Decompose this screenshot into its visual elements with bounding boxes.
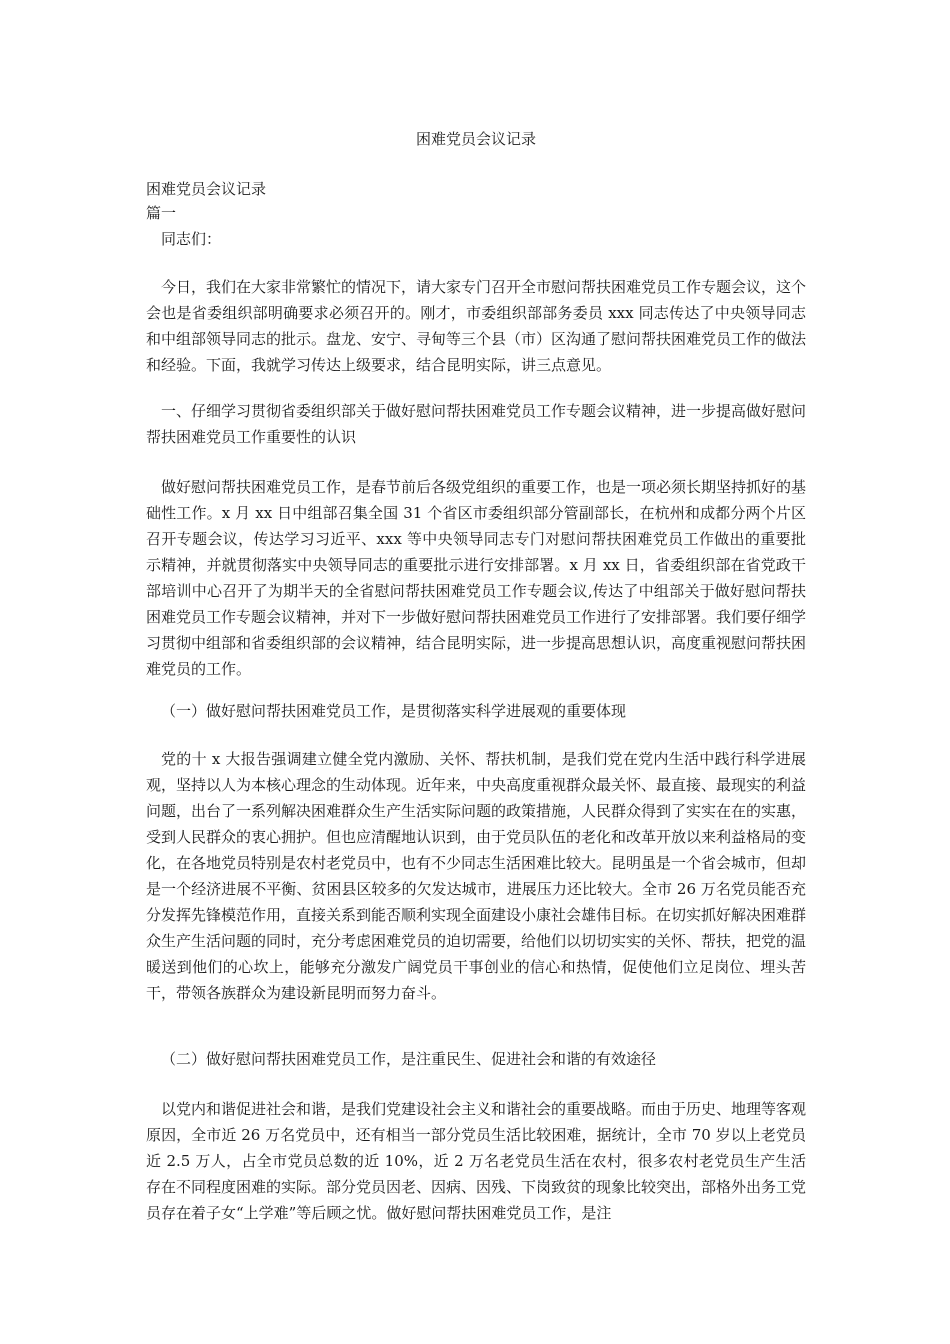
- paragraph-3: 党的十 x 大报告强调建立健全党内激励、关怀、帮扶机制，是我们党在党内生活中践行科学进展观，坚持以人为本核心理念的生动体现。近年来，中央高度重视群众最关怀、最直接、最现实的利益问题，出台了一系列解决困难群众生产生活实际问题的政策措施，人民群众得到了实实在在的实惠，受到人民群众的衷心拥护。但也应清醒地认识到，由于党员队伍的老化和改革开放以来利益格局的变化，在各地党员特别是农村老党员中，也有不少同志生活困难比较大。昆明虽是一个省会城市，但却是一个经济进展不平衡、贫困县区较多的欠发达城市，进展压力还比较大。全市 26 万名党员能否充分发挥先锋模范作用，直接关系到能否顺利实现全面建设小康社会雄伟目标。在切实抓好解决困难群众生产生活问题的同时，充分考虑困难党员的迫切需要，给他们以切切实实的关怀、帮扶，把党的温暖送到他们的心坎上，能够充分激发广阔党员干事创业的信心和热情，促使他们立足岗位、埋头苦干，带领各族群众为建设新昆明而努力奋斗。: [146, 750, 807, 1002]
- salutation: 同志们：: [161, 230, 222, 248]
- paragraph-4: 以党内和谐促进社会和谐，是我们党建设社会主义和谐社会的重要战略。而由于历史、地理等客观原因，全市近 26 万名党员中，还有相当一部分党员生活比较困难，据统计，全市 70 岁以上老党员近 2.5 万人，占全市党员总数的近 10%，近 2 万名老党员生活在农村，很多农村老党员生产生活存在不同程度困难的实际。部分党员因老、因病、因残、下岗致贫的现象比较突出，部格外出务工党员存在着子女“上学难”等后顾之忧。做好慰问帮扶困难党员工作，是注: [146, 1100, 807, 1222]
- paragraph-1: 今日，我们在大家非常繁忙的情况下，请大家专门召开全市慰问帮扶困难党员工作专题会议，这个会也是省委组织部明确要求必须召开的。刚才，市委组织部部务委员 xxx 同志传达了中央领导同志和中组部领导同志的批示。盘龙、安宁、寻甸等三个县（市）区沟通了慰问帮扶困难党员工作的做法和经验。下面，我就学习传达上级要求，结合昆明实际，讲三点意见。: [146, 278, 807, 374]
- section-heading-1: 一、仔细学习贯彻省委组织部关于做好慰问帮扶困难党员工作专题会议精神，进一步提高做好慰问帮扶困难党员工作重要性的认识: [146, 402, 807, 446]
- document-subtitle: 困难党员会议记录: [146, 180, 267, 198]
- document-title: 困难党员会议记录: [415, 130, 536, 148]
- section-label: 篇一: [146, 204, 177, 222]
- subsection-heading-1: （一）做好慰问帮扶困难党员工作，是贯彻落实科学进展观的重要体现: [161, 702, 627, 720]
- subsection-heading-2: （二）做好慰问帮扶困难党员工作，是注重民生、促进社会和谐的有效途径: [161, 1050, 657, 1068]
- paragraph-2: 做好慰问帮扶困难党员工作，是春节前后各级党组织的重要工作，也是一项必须长期坚持抓好的基础性工作。x 月 xx 日中组部召集全国 31 个省区市委组织部分管副部长，在杭州和成都分两个片区召开专题会议，传达学习习近平、xxx 等中央领导同志专门对慰问帮扶困难党员工作做出的重要批示精神，并就贯彻落实中央领导同志的重要批示进行安排部署。x 月 xx 日，省委组织部在省党政干部培训中心召开了为期半天的全省慰问帮扶困难党员工作专题会议,传达了中组部关于做好慰问帮扶困难党员工作专题会议精神，并对下一步做好慰问帮扶困难党员工作进行了安排部署。我们要仔细学习贯彻中组部和省委组织部的会议精神，结合昆明实际，进一步提高思想认识，高度重视慰问帮扶困难党员的工作。: [146, 478, 807, 678]
